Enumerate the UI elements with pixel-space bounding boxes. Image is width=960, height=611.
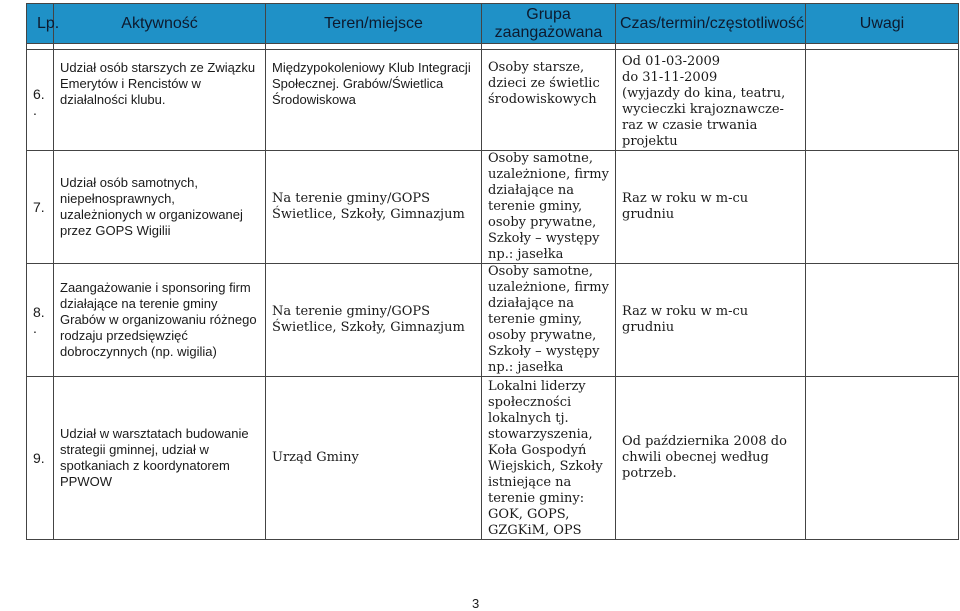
header-group: Grupa zaangażowana (482, 4, 616, 44)
activity-cell: Udział w warsztatach budowanie strategii gminnej, udział w spotkaniach z koordynatorem PPWOW (54, 377, 266, 540)
time-cell: Raz w roku w m-cu grudniu (616, 264, 806, 377)
header-activity: Aktywność (54, 4, 266, 44)
table-row (27, 264, 959, 377)
notes-cell (806, 264, 959, 377)
row-number: 7. (27, 151, 54, 264)
activity-cell: Udział osób samotnych, niepełnosprawnych, uzależnionych w organizowanej przez GOPS Wigilii (54, 151, 266, 264)
activity-cell: Udział osób starszych ze Związku Emerytów i Rencistów w działalności klubu. (54, 50, 266, 151)
place-cell: Międzypokoleniowy Klub Integracji Społecznej. Grabów/Świetlica Środowiskowa (266, 50, 482, 151)
notes-cell (806, 151, 959, 264)
table-row (27, 377, 959, 540)
header-lp: Lp. (27, 4, 54, 44)
time-cell: Od 01-03-2009 do 31-11-2009 (wyjazdy do kina, teatru, wycieczki krajoznawcze-raz w czasie trwania projektu (616, 50, 806, 151)
header-row (27, 4, 959, 44)
place-cell: Na terenie gminy/GOPS Świetlice, Szkoły, Gimnazjum (266, 264, 482, 377)
group-cell: Osoby samotne, uzależnione, firmy działające na terenie gminy, osoby prywatne, Szkoły – występy np.: jasełka (482, 151, 616, 264)
group-cell: Osoby starsze, dzieci ze świetlic środowiskowych (482, 50, 616, 151)
header-notes: Uwagi (806, 4, 959, 44)
notes-cell (806, 50, 959, 151)
place-cell: Na terenie gminy/GOPS Świetlice, Szkoły, Gimnazjum (266, 151, 482, 264)
table-row (27, 50, 959, 151)
group-cell: Osoby samotne, uzależnione, firmy działające na terenie gminy, osoby prywatne, Szkoły – występy np.: jasełka (482, 264, 616, 377)
row-number: 6. . (27, 50, 54, 151)
time-cell: Raz w roku w m-cu grudniu (616, 151, 806, 264)
header-place: Teren/miejsce (266, 4, 482, 44)
time-cell: Od października 2008 do chwili obecnej według potrzeb. (616, 377, 806, 540)
page-number: 3 (472, 596, 480, 611)
table-row (27, 151, 959, 264)
notes-cell (806, 377, 959, 540)
activity-table (26, 3, 959, 540)
header-time: Czas/termin/częstotliwość (616, 4, 806, 44)
place-cell: Urząd Gminy (266, 377, 482, 540)
row-number: 9. (27, 377, 54, 540)
group-cell: Lokalni liderzy społeczności lokalnych tj. stowarzyszenia, Koła Gospodyń Wiejskich, Szkoły istniejące na terenie gminy: GOK, GOPS, GZGKiM, OPS (482, 377, 616, 540)
activity-cell: Zaangażowanie i sponsoring firm działające na terenie gminy Grabów w organizowaniu różnego rodzaju przedsięwzięć dobroczynnych (np. wigilia) (54, 264, 266, 377)
row-number: 8. . (27, 264, 54, 377)
